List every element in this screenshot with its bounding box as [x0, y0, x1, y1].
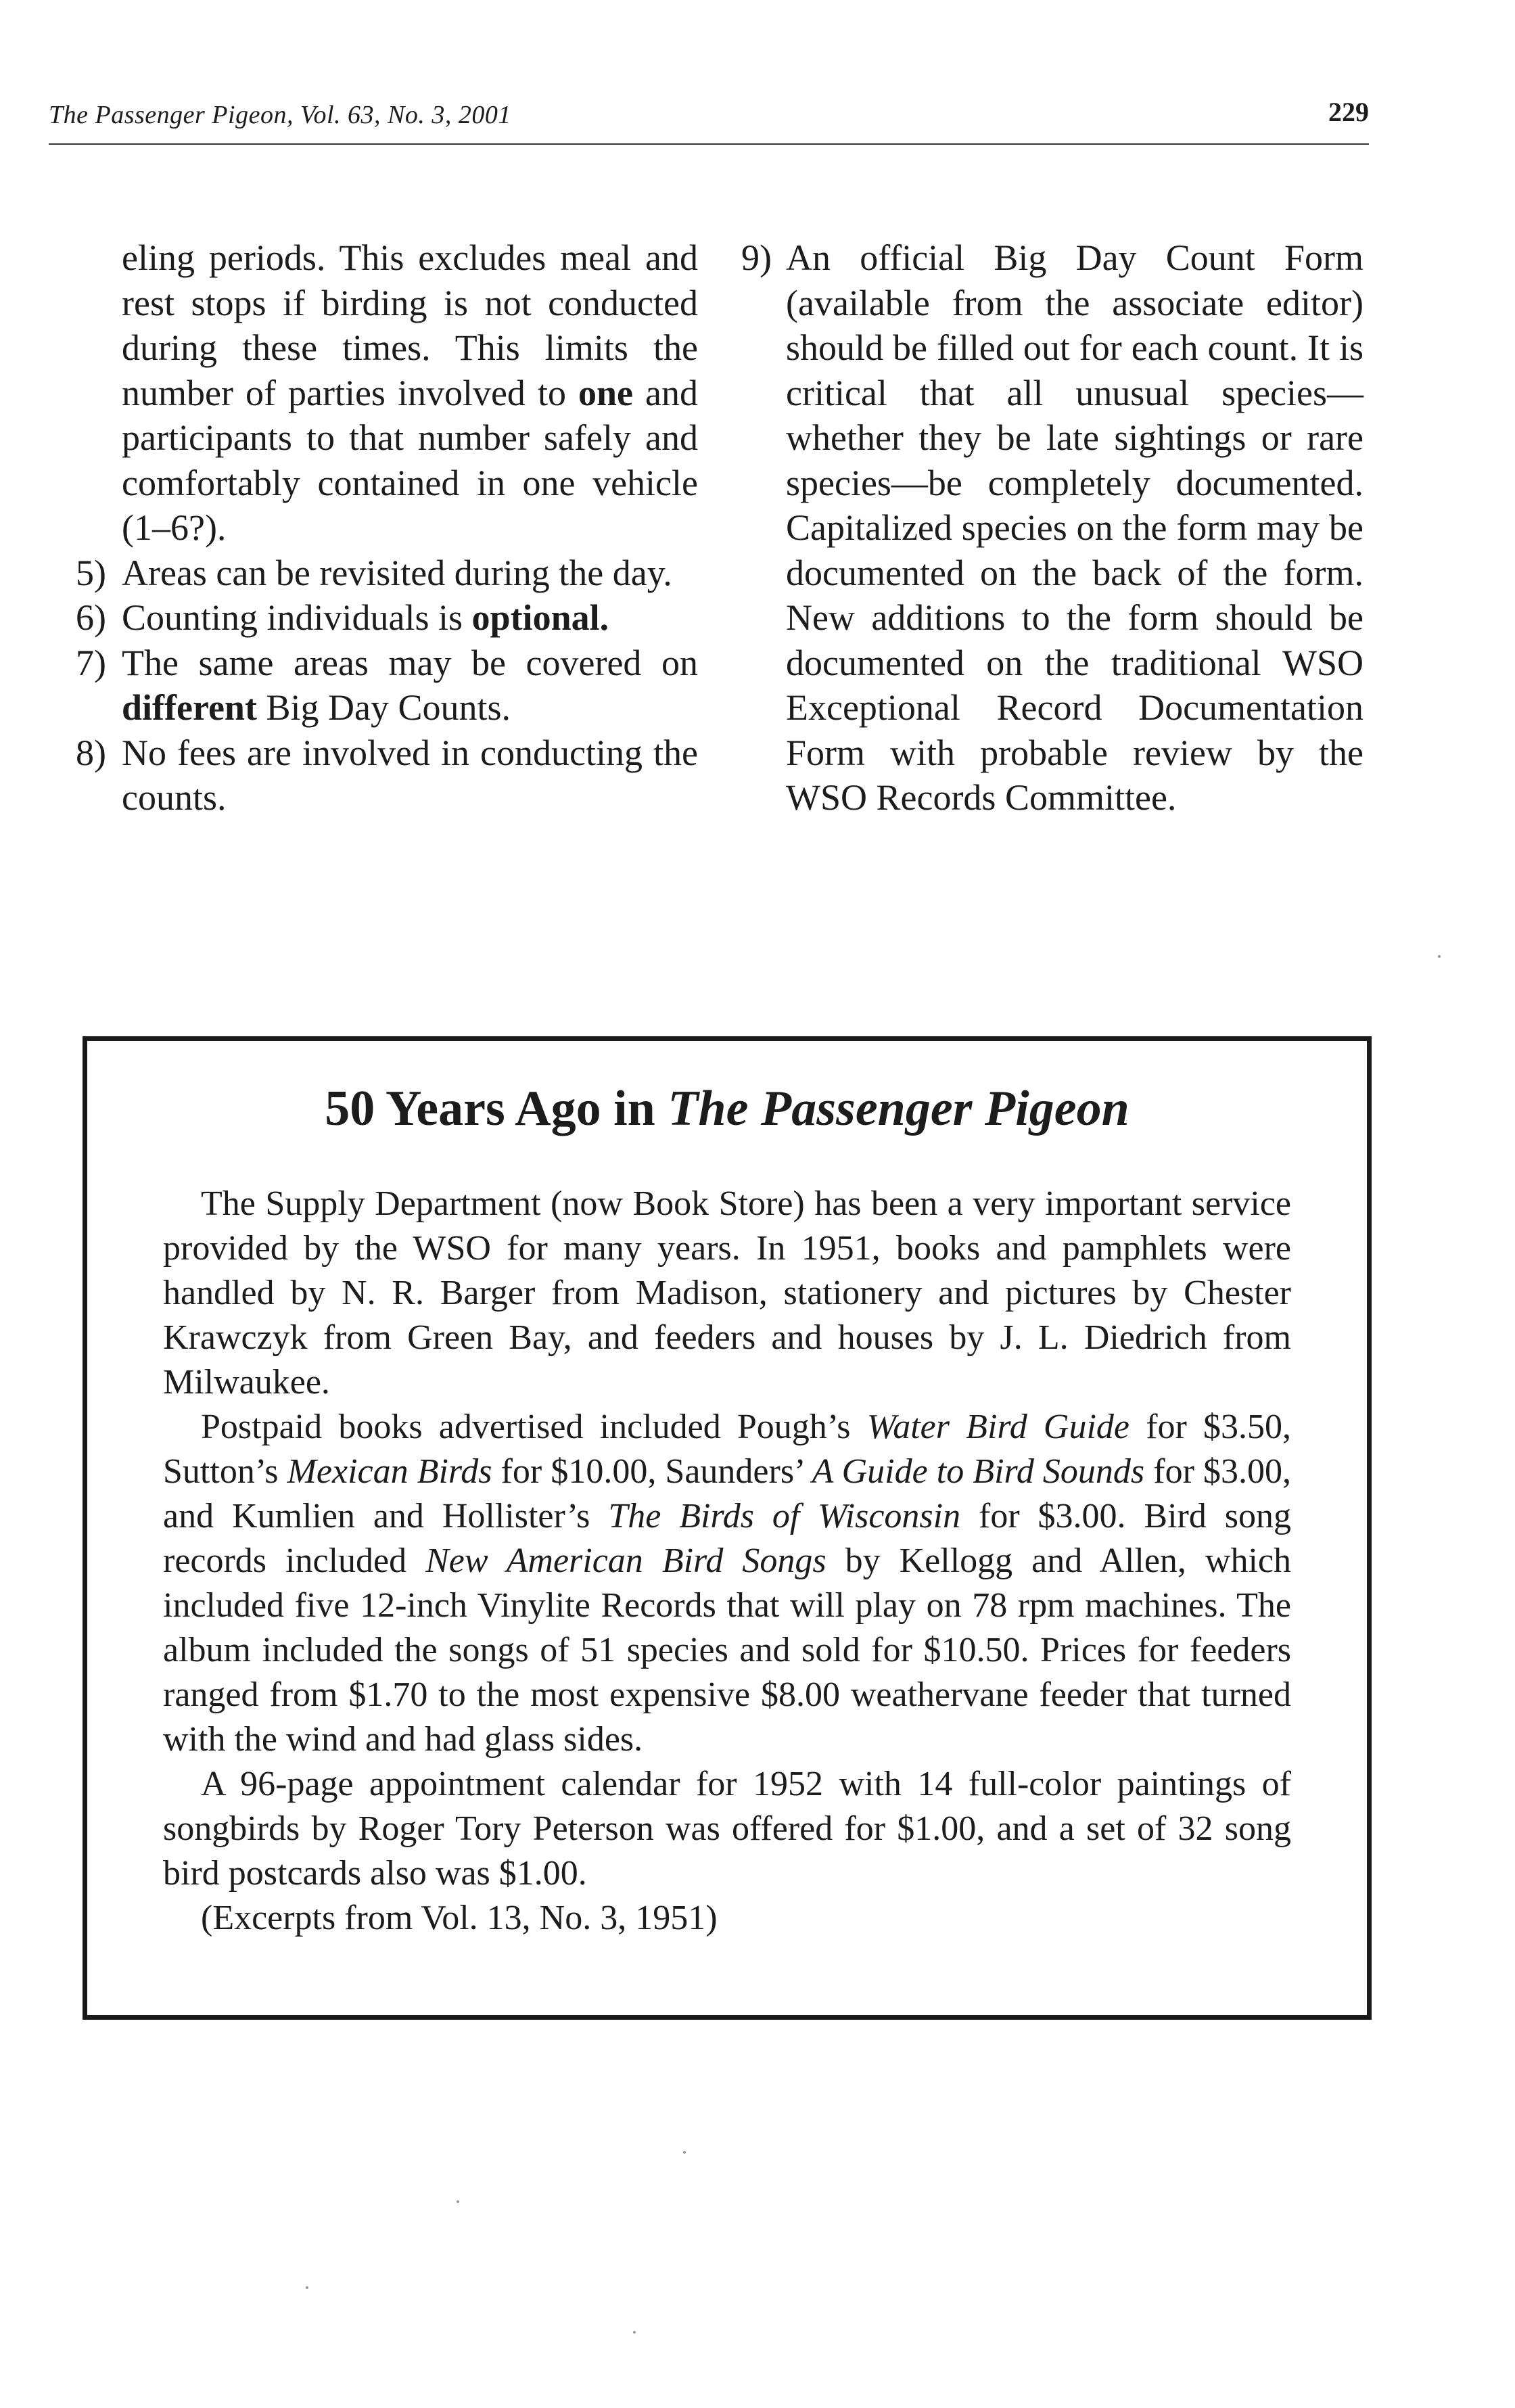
box-body [163, 1182, 1291, 1941]
box-paragraph: A 96-page appointment calendar for 1952 with 14 full-color paintings of songbirds by Roger Tory Peterson was offered for $1.00, and a set of 32 song bird postcards also was $1.00. [163, 1765, 1291, 1893]
scan-speck [457, 2200, 459, 2203]
right-column [741, 235, 1364, 820]
list-item: 5) Areas can be revisited during the day. [76, 552, 672, 593]
list-item: 6) Counting individuals is optional. [76, 597, 609, 638]
scan-speck [633, 2331, 636, 2334]
left-column [76, 235, 698, 820]
list-item: 7) The same areas may be covered on different Big Day Counts. [76, 642, 698, 728]
box-title: 50 Years Ago in The Passenger Pigeon [325, 1081, 1129, 1136]
list-item: 9) An official Big Day Count Form (available from the associate editor) should be filled out for each count. It is critical that all unusual species—whether they be late sightings or rare species—be completely documented. Capitalized species on the form may be documented on the back of the form. New additions to the form should be documented on the traditional WSO Exceptional Record Documentation Form with probable review by the WSO Records Committee. [741, 237, 1364, 818]
journal-citation: The Passenger Pigeon, Vol. 63, No. 3, 2001 [49, 101, 511, 129]
scan-speck [306, 2286, 308, 2289]
box-paragraph: The Supply Department (now Book Store) has been a very important service provided by the WSO for many years. In 1951, books and pamphlets were handled by N. R. Barger from Madison, stationery and pictures by Chester Krawczyk from Green Bay, and feeders and houses by J. L. Diedrich from Milwaukee. [163, 1184, 1291, 1402]
continued-paragraph: eling periods. This excludes meal and rest stops if birding is not conducted during these times. This limits the number of parties involved to one and participants to that number safely and comfortably contained in one vehicle (1–6?). [122, 237, 698, 548]
page-number: 229 [1328, 97, 1369, 127]
fifty-years-ago-box [83, 1036, 1372, 2020]
list-item: 8) No fees are involved in conducting the counts. [76, 732, 698, 818]
running-header [49, 95, 1369, 145]
box-paragraph: Postpaid books advertised included Pough’s Water Bird Guide for $3.50, Sutton’s Mexican Birds for $10.00, Saunders’ A Guide to Bird Sounds for $3.00, and Kumlien and Hollister’s The Birds of Wisconsin for $3.00. Bird song records included New American Bird Songs by Kellogg and Allen, which included five 12-inch Vinylite Records that will play on 78 rpm machines. The album included the songs of 51 species and sold for $10.50. Prices for feeders ranged from $1.70 to the most expensive $8.00 weathervane feeder that turned with the wind and had glass sides. [163, 1408, 1292, 1759]
box-source-note: (Excerpts from Vol. 13, No. 3, 1951) [201, 1899, 718, 1937]
scan-speck [683, 2151, 686, 2154]
scan-speck [1438, 955, 1441, 958]
